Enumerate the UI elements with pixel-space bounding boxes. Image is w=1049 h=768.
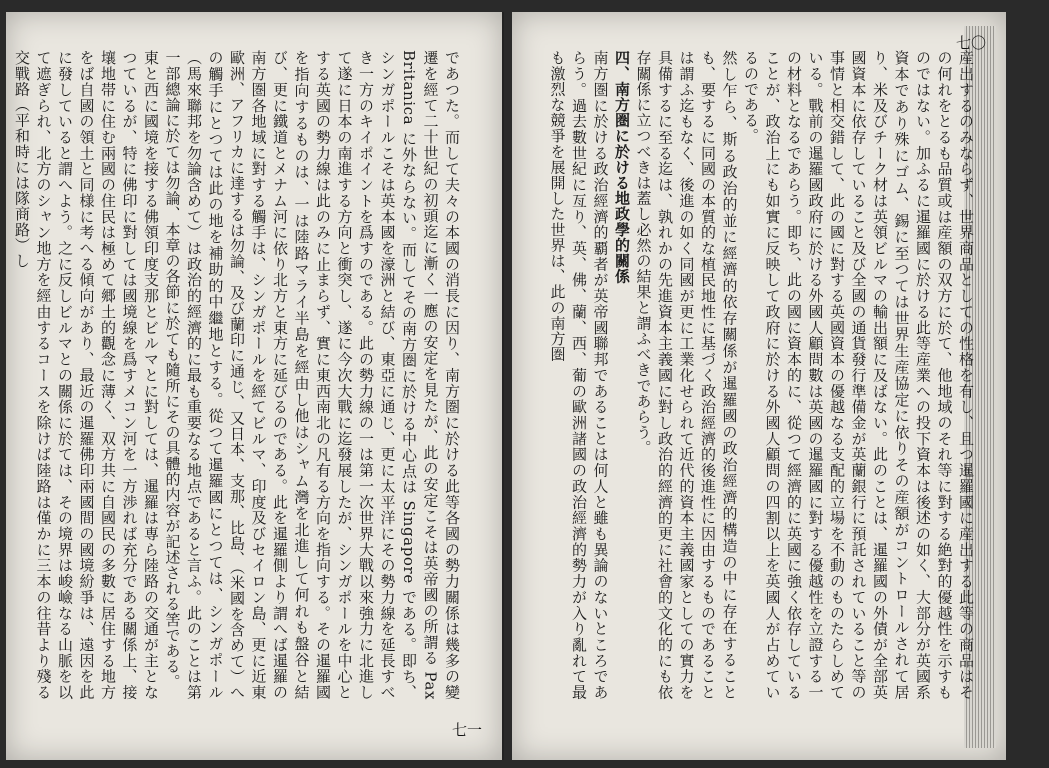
page-number: 七〇 bbox=[955, 34, 986, 52]
section-heading: 四、南方圏に於ける地政學的關係 bbox=[613, 50, 631, 284]
left-page bbox=[6, 12, 504, 760]
right-page-body bbox=[546, 50, 976, 700]
paragraph: 東と西に國境を接する佛領印度支那とビルマとに對しては、暹羅は専ら陸路の交通が主となつているが、特に佛印に對しては國境線を爲すメコン河を一方渉れば充分である關係上、接壤地帯に住む兩國の住民は極めて郷土的觀念に薄く、双方共に自國民の多數に居住する地方をば自國の領土と同様に考へる傾向があり、最近の暹羅佛印兩國間の國境紛爭は、遠因を此に發していると謂へよう。之に反しビルマとの關係に於ては、その境界は峻嶮なる山脈を以て遮ぎられ、北方のシャン地方を經由するコースを除けば陸路は僅かに三本の往昔より殘る交戰路（平和時には隊商路）し bbox=[13, 50, 160, 700]
paragraph: であつた。而して夫々の本國の消長に因り、南方圏に於ける此等各國の勢力關係は幾多の變遷を經て二十世紀の初頭迄に漸く一應の安定を見たが、此の安定こそは英帝國の所謂る Pax Britanica に外ならない。而してその南方圏に於ける中心点は Singapore である。即ち、シンガポールこそは英本國を濠洲と結び、東亞に通じ、更に太平洋にその勢力線を延長すべき一方のキイポイントを爲すのである。此の勢力線の一は第一次世界大戰以來強力に北進して遂に日本の南進する方向と衝突し、遂に今次大戰に迄發展したが、シンガポールを中心とする英國の勢力線は此のみに止まらず、實に東西南北の凡有る方向を指向する。その暹羅國を指向するものは、一は陸路マライ半島を經由し他はシャム灣を北進して何れも盤谷と結び、更に鐵道とメナム河に依り北方と東方に延びるのである。此を暹羅側より謂へば暹羅の南方圏各地域に對する觸手は、シンガポールを經てビルマ、印度及びセイロン島、更に近東歐洲、アフリカに達するは勿論、及び蘭印に通じ、又日本、支那、比島、（米國を含めて）への觸手にとつては此の地を補助的中繼地とする。從つて暹羅國にとつては、シンガポール（馬來聯邦を勿論含めて）は政治的經濟的に最も重要なる地点であると言ふ。此のことは第一部總論に於ては勿論、本章の各節に於ても隨所にその具體的内容が記述される筈である。 bbox=[163, 50, 461, 700]
page-number: 七一 bbox=[451, 721, 482, 739]
paragraph: 南方圏に於ける政治經濟的覇者が英帝國聯邦であることは何人と雖も異論のないところであらう。過去數世紀に亙り、英、佛、蘭、西、葡の歐洲諸國の政治經濟的勢力が入り亂れて最も激烈な競爭を展開した世界は、此の南方圏 bbox=[548, 50, 610, 700]
paragraph: 然し乍ら、斯る政治的並に經濟的依存關係が暹羅國の政治經濟的構造の中に存在することも、要するに同國の本質的な植民地性に基づく政治經濟的後進性に因由するものであることは謂ふ迄もなく、後進の如く同國が更に工業化せられて近代的資本主義國家としての實力を具備するに至る迄は、孰れかの先進資本主義國に對し政治的經濟的更に社會的文化的にも依存關係に立つべきは蓋し必然の結果と謂ふべきであらう。 bbox=[634, 50, 739, 700]
right-page bbox=[512, 12, 1006, 760]
paragraph: 産出するのみならず、世界商品としての性格を有し、且つ暹羅國に産出する此等の商品はその何れをとるも品質或は産額の双方に於て、他地域のそれ等に對する絶對的優越性を示すものではない。加ふるに暹羅國に於ける此等産業への投下資本は後述の如く、大部分が英國系資本であり殊にゴム、錫に至つては世界生産協定に依りその産額がコントロールされて居り、米及びチーク材は英領ビルマの輸出額に及ばない。此のことは、暹羅國の外債が全部英國資本に依存していること及び全國の通貨發行準備金が英蘭銀行に預託されていること等の事情と相交錯して、此の國に對する英國資本の優越なる支配的立場を不動のものたらしめている。戰前の暹羅國政府に於ける外國人顧問數は英國の暹羅國に對する優越性を立證する一の材料となるであらう。即ち、此の國に資本的に、從つて經濟的に英國に強く依存していることが、政治上にも如實に反映して政府に於ける外國人顧問の四割以上を英國人が占めているのである。 bbox=[742, 50, 975, 700]
left-page-body bbox=[13, 50, 462, 700]
